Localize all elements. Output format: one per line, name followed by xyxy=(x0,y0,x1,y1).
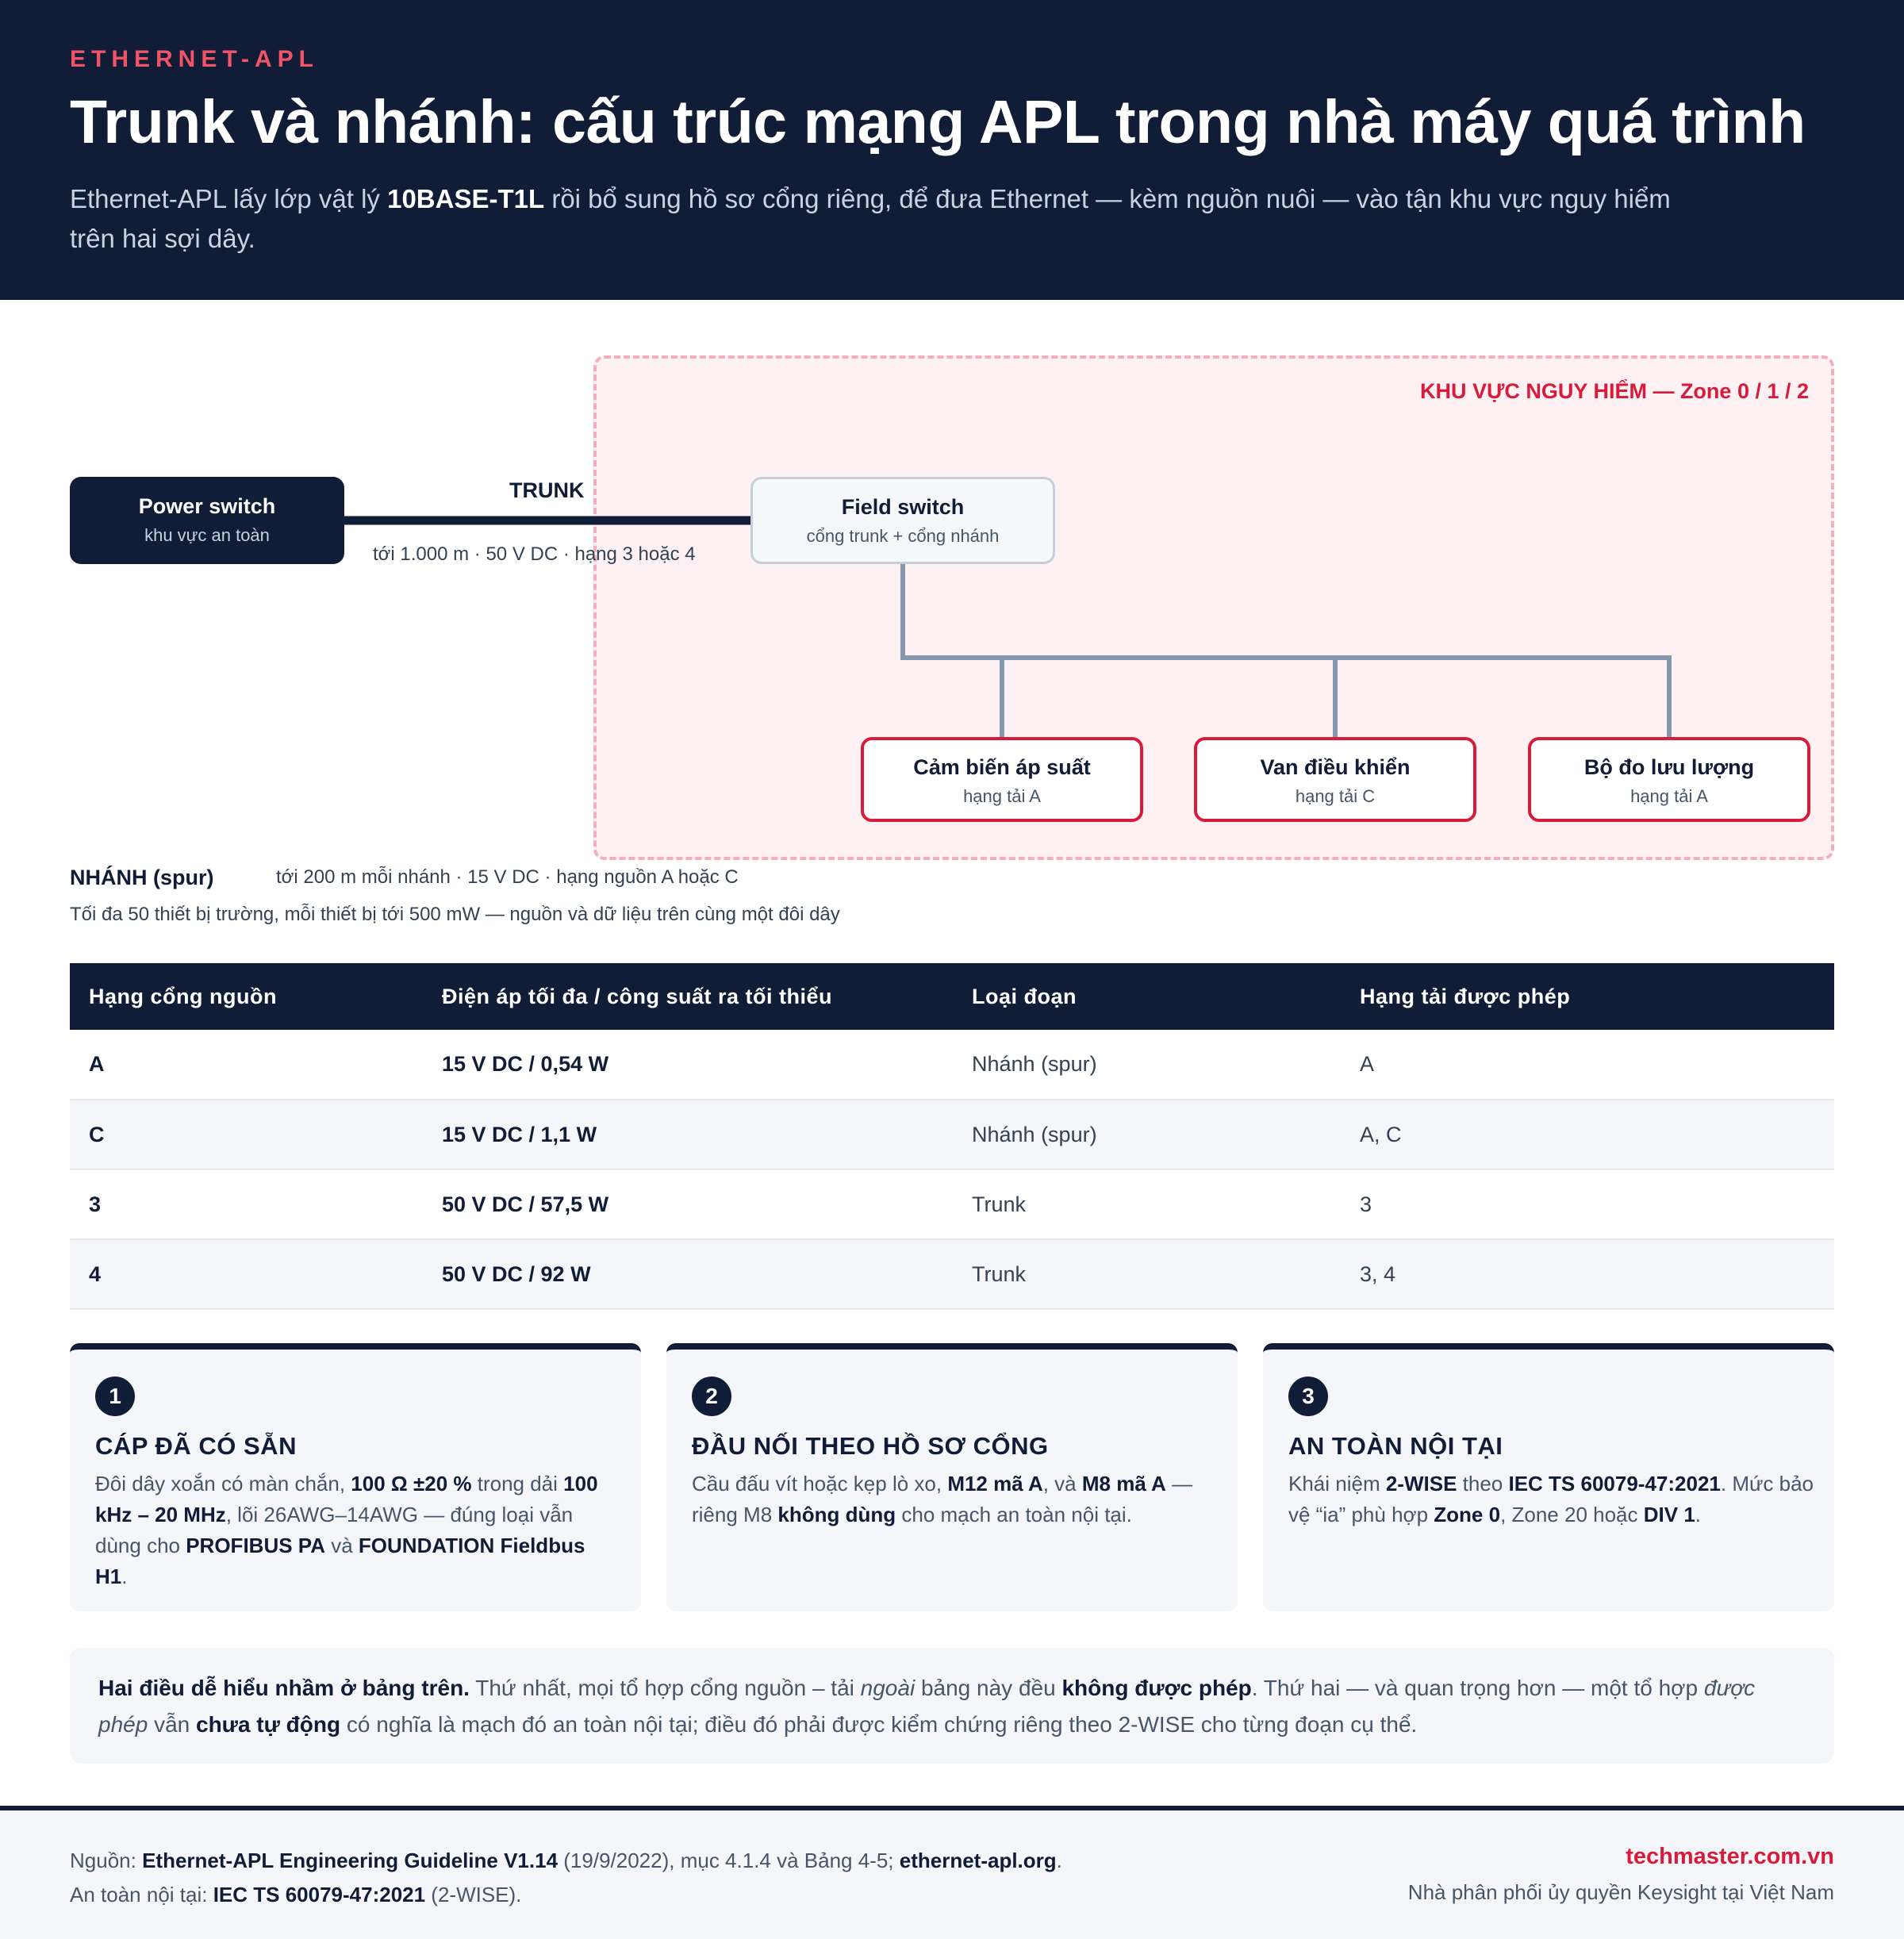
table-row xyxy=(70,1030,1834,1100)
footer-sources xyxy=(70,1844,1062,1912)
table-cell: 50 V DC / 92 W xyxy=(423,1239,953,1309)
table-row xyxy=(70,1169,1834,1239)
clarification-note: Hai điều dễ hiểu nhầm ở bảng trên. Thứ nhất, mọi tổ hợp cổng nguồn – tải ngoài bảng này đều không được phép. Thứ hai — và quan trọng hơn — một tổ hợp được phép vẫn chưa tự động có nghĩa là mạch đó an toàn nội tại; điều đó phải được kiểm chứng riêng theo 2-WISE cho từng đoạn cụ thể. xyxy=(70,1648,1834,1764)
trunk-spec: tới 1.000 m · 50 V DC · hạng 3 hoặc 4 xyxy=(373,543,696,565)
footer-brand: techmaster.com.vn xyxy=(1626,1844,1834,1869)
info-card-intrinsic-safety xyxy=(1263,1343,1834,1611)
card-body: Cầu đấu vít hoặc kẹp lò xo, M12 mã A, và M8 mã A — riêng M8 không dùng cho mạch an toàn nội tại. xyxy=(692,1472,1193,1526)
power-switch-node xyxy=(70,477,344,564)
table-cell: 15 V DC / 1,1 W xyxy=(423,1100,953,1169)
footer xyxy=(0,1806,1904,1939)
table-cell: 3 xyxy=(1341,1169,1834,1239)
device-subtitle: hạng tải C xyxy=(1295,786,1376,806)
device-title: Cảm biến áp suất xyxy=(913,755,1091,779)
card-number-badge: 2 xyxy=(692,1376,731,1416)
field-switch-subtitle: cổng trunk + cổng nhánh xyxy=(806,526,1000,546)
device-subtitle: hạng tải A xyxy=(963,786,1041,806)
field-switch-node xyxy=(750,477,1055,564)
card-title: CÁP ĐÃ CÓ SẴN xyxy=(95,1432,297,1460)
table-cell: C xyxy=(70,1100,423,1169)
page-title: Trunk và nhánh: cấu trúc mạng APL trong nhà máy quá trình xyxy=(70,88,1806,156)
column-header-voltage: Điện áp tối đa / công suất ra tối thiểu xyxy=(423,963,953,1030)
column-header-class: Hạng cổng nguồn xyxy=(70,963,423,1030)
power-class-table xyxy=(70,963,1834,1310)
table-cell: 4 xyxy=(70,1239,423,1309)
device-node-pressure-sensor xyxy=(861,737,1143,822)
table-header-row xyxy=(70,963,1834,1030)
card-body: Đôi dây xoắn có màn chắn, 100 Ω ±20 % trong dải 100 kHz – 20 MHz, lõi 26AWG–14AWG — đúng loại vẫn dùng cho PROFIBUS PA và FOUNDATION Fieldbus H1. xyxy=(95,1472,598,1588)
card-number-badge: 3 xyxy=(1288,1376,1328,1416)
field-switch-title: Field switch xyxy=(841,495,965,519)
info-card-connector xyxy=(666,1343,1238,1611)
power-switch-subtitle: khu vực an toàn xyxy=(144,525,270,545)
table-cell: 3 xyxy=(70,1169,423,1239)
diagram-wires xyxy=(0,300,1904,935)
table-cell: A, C xyxy=(1341,1100,1834,1169)
table-cell: A xyxy=(70,1030,423,1100)
table-cell: Trunk xyxy=(953,1239,1341,1309)
device-node-flow-meter xyxy=(1528,737,1810,822)
card-number-badge: 1 xyxy=(95,1376,135,1416)
device-subtitle: hạng tải A xyxy=(1630,786,1708,806)
spur-note: Tối đa 50 thiết bị trường, mỗi thiết bị tới 500 mW — nguồn và dữ liệu trên cùng một đôi dây xyxy=(70,904,840,925)
footer-standard-line: An toàn nội tại: IEC TS 60079-47:2021 (2-WISE). xyxy=(70,1883,522,1906)
info-card-cable xyxy=(70,1343,641,1611)
table-cell: 50 V DC / 57,5 W xyxy=(423,1169,953,1239)
power-switch-title: Power switch xyxy=(138,494,276,518)
table-row xyxy=(70,1239,1834,1309)
spur-title: NHÁNH (spur) xyxy=(70,866,214,889)
table-cell: Nhánh (spur) xyxy=(953,1030,1341,1100)
device-title: Van điều khiển xyxy=(1260,755,1411,779)
footer-tagline: Nhà phân phối ủy quyền Keysight tại Việt Nam xyxy=(1407,1880,1834,1904)
footer-source-line: Nguồn: Ethernet-APL Engineering Guideline V1.14 (19/9/2022), mục 4.1.4 và Bảng 4-5; ethernet-apl.org. xyxy=(70,1849,1062,1872)
table-row xyxy=(70,1100,1834,1169)
table-cell: 3, 4 xyxy=(1341,1239,1834,1309)
table-cell: Trunk xyxy=(953,1169,1341,1239)
table-cell: 15 V DC / 0,54 W xyxy=(423,1030,953,1100)
card-body: Khái niệm 2-WISE theo IEC TS 60079-47:2021. Mức bảo vệ “ia” phù hợp Zone 0, Zone 20 hoặc DIV 1. xyxy=(1288,1472,1814,1526)
device-node-control-valve xyxy=(1194,737,1476,822)
trunk-label: TRUNK xyxy=(509,478,585,502)
table-cell: Nhánh (spur) xyxy=(953,1100,1341,1169)
column-header-segment: Loại đoạn xyxy=(953,963,1341,1030)
header-banner xyxy=(0,0,1904,300)
card-title: ĐẦU NỐI THEO HỒ SƠ CỔNG xyxy=(692,1432,1049,1460)
table-cell: A xyxy=(1341,1030,1834,1100)
page-subtitle: Ethernet-APL lấy lớp vật lý 10BASE-T1L rồi bổ sung hồ sơ cổng riêng, để đưa Ethernet — kèm nguồn nuôi — vào tận khu vực nguy hiểm trên hai sợi dây. xyxy=(70,184,1671,253)
network-diagram xyxy=(0,300,1904,935)
hazard-zone-label: KHU VỰC NGUY HIỂM — Zone 0 / 1 / 2 xyxy=(1420,379,1809,403)
card-title: AN TOÀN NỘI TẠI xyxy=(1288,1432,1503,1460)
column-header-load: Hạng tải được phép xyxy=(1341,963,1834,1030)
spur-spec: tới 200 m mỗi nhánh · 15 V DC · hạng nguồn A hoặc C xyxy=(276,866,739,888)
device-title: Bộ đo lưu lượng xyxy=(1583,755,1755,779)
eyebrow-label: ETHERNET-APL xyxy=(70,46,320,72)
